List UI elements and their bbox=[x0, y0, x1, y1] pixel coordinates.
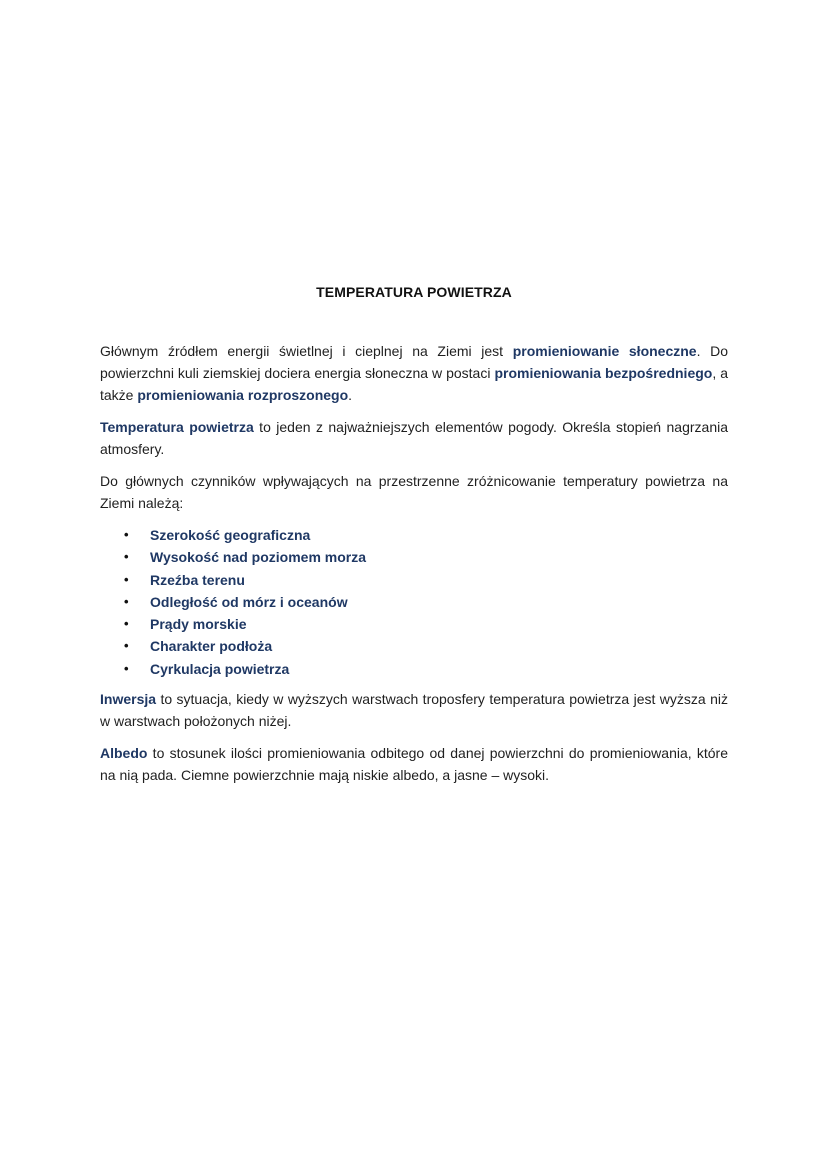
term-solar-radiation: promieniowanie słoneczne bbox=[512, 343, 697, 359]
list-item bbox=[100, 546, 728, 568]
bullet-icon: • bbox=[124, 571, 129, 587]
list-item bbox=[100, 569, 728, 591]
paragraph-text: . bbox=[348, 387, 353, 403]
document-page bbox=[100, 284, 728, 796]
term-inversion: Inwersja bbox=[100, 691, 157, 708]
list-item-label: Odległość od mórz i oceanów bbox=[150, 593, 348, 610]
paragraph-text: to stosunek ilości promieniowania odbitego od danej powierzchni do promieniowania, które na nią pada. Ciemne powierzchnie mają niskie albedo, a jasne – wysoki. bbox=[100, 745, 728, 784]
term-diffuse-radiation: promieniowania rozproszonego bbox=[137, 387, 349, 403]
paragraph-factors-intro: Do głównych czynników wpływających na przestrzenne zróżnicowanie temperatury powietrza na Ziemi należą: bbox=[100, 473, 728, 511]
paragraph-air-temperature bbox=[100, 416, 728, 460]
paragraph-inversion bbox=[100, 688, 728, 732]
paragraph-albedo bbox=[100, 742, 728, 786]
list-item bbox=[100, 613, 728, 635]
bullet-icon: • bbox=[124, 593, 129, 609]
factors-list bbox=[100, 524, 728, 680]
list-item bbox=[100, 524, 728, 546]
bullet-icon: • bbox=[124, 660, 129, 676]
paragraph-text: Głównym źródłem energii świetlnej i cieplnej na Ziemi jest bbox=[100, 343, 513, 359]
paragraph-solar-radiation bbox=[100, 340, 728, 406]
list-item-label: Prądy morskie bbox=[150, 616, 247, 633]
paragraph-text: to sytuacja, kiedy w wyższych warstwach troposfery temperatura powietrza jest wyższa niż w warstwach położonych niżej. bbox=[100, 691, 728, 730]
page-title: TEMPERATURA POWIETRZA bbox=[316, 284, 512, 300]
paragraph-text: , a także bbox=[100, 365, 728, 403]
list-item-label: Wysokość nad poziomem morza bbox=[150, 549, 367, 566]
list-item-label: Rzeźba terenu bbox=[150, 571, 245, 588]
list-item-label: Cyrkulacja powietrza bbox=[150, 660, 290, 677]
list-item-label: Szerokość geograficzna bbox=[150, 527, 311, 543]
paragraph-text: . Do powierzchni kuli ziemskiej dociera energia słoneczna w postaci bbox=[100, 343, 728, 381]
bullet-icon: • bbox=[124, 616, 129, 632]
term-direct-radiation: promieniowania bezpośredniego bbox=[494, 365, 713, 381]
list-item-label: Charakter podłoża bbox=[150, 638, 273, 655]
term-albedo: Albedo bbox=[100, 745, 148, 762]
bullet-icon: • bbox=[124, 549, 129, 565]
bullet-icon: • bbox=[124, 638, 129, 654]
term-air-temperature: Temperatura powietrza bbox=[100, 419, 254, 435]
list-item bbox=[100, 658, 728, 680]
list-item bbox=[100, 591, 728, 613]
bullet-icon: • bbox=[124, 527, 129, 542]
list-item bbox=[100, 635, 728, 657]
paragraph-text: to jeden z najważniejszych elementów pogody. Określa stopień nagrzania atmosfery. bbox=[100, 419, 728, 457]
